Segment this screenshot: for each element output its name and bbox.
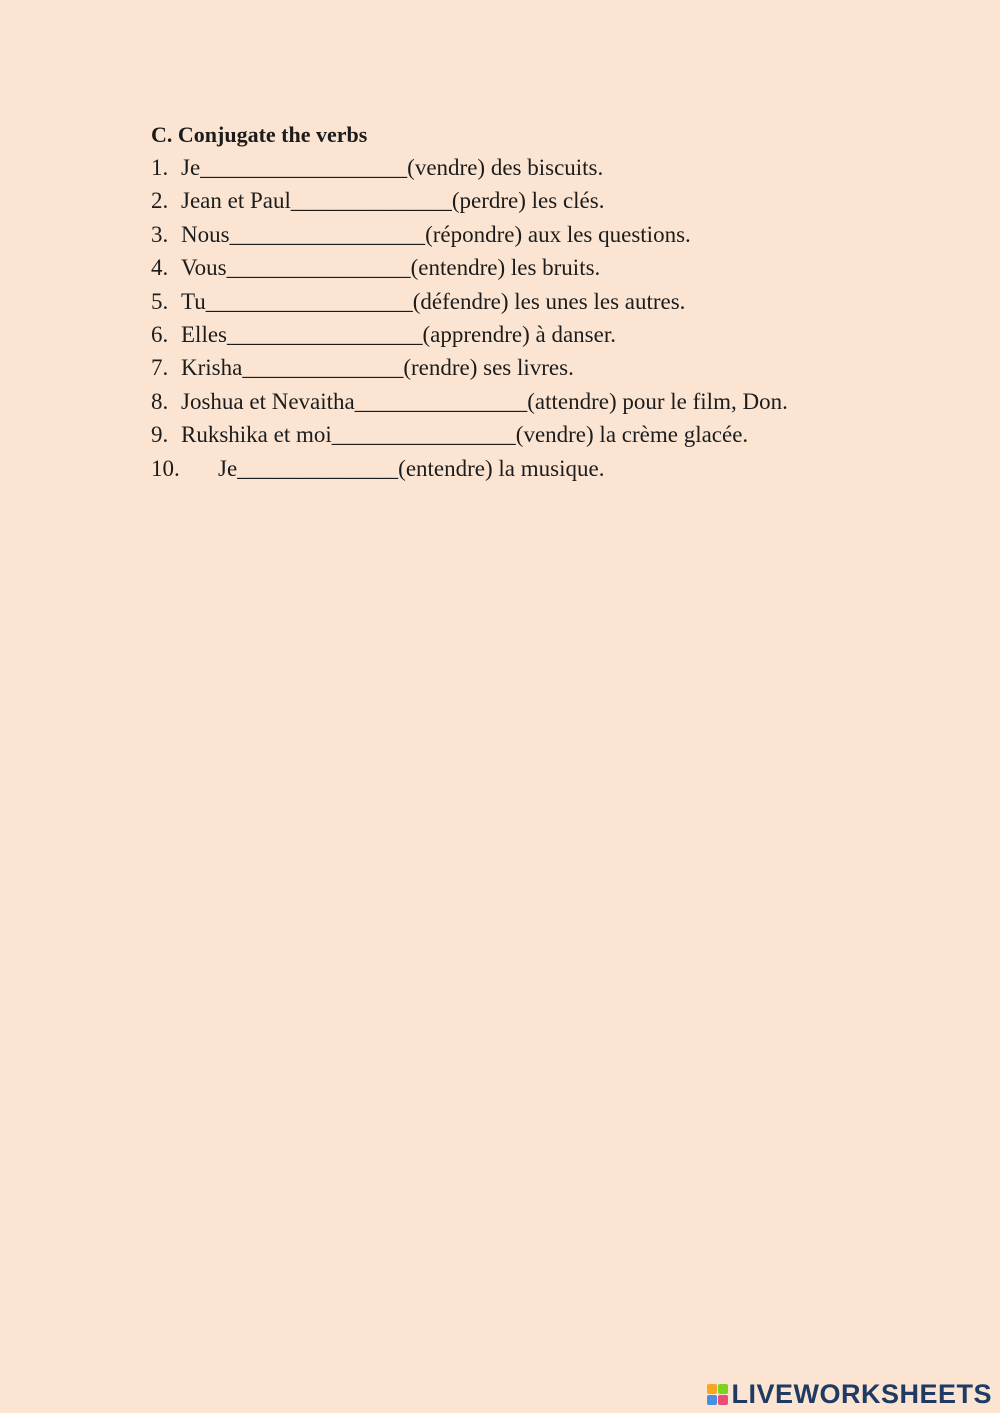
item-number: 2. (151, 188, 169, 214)
answer-blank-9[interactable]: ________________ (331, 422, 516, 448)
exercise-item-7 (151, 351, 931, 384)
item-subject: Vous (181, 255, 227, 281)
item-number: 3. (151, 221, 169, 247)
item-verb-rest: (défendre) les unes les autres. (412, 288, 686, 314)
exercise-item-8 (151, 385, 931, 418)
item-verb-rest: (entendre) les bruits. (410, 255, 601, 281)
item-verb-rest: (vendre) des biscuits. (407, 155, 604, 180)
answer-blank-3[interactable]: _________________ (229, 221, 426, 247)
item-subject: Elles (181, 321, 227, 347)
exercise-item-9 (151, 418, 931, 451)
exercise-item-6 (151, 318, 931, 351)
logo-square-icon (707, 1384, 717, 1394)
answer-blank-4[interactable]: ________________ (226, 255, 411, 281)
item-verb-rest: (répondre) aux les questions. (425, 221, 691, 247)
item-verb-rest: (perdre) les clés. (451, 188, 605, 214)
item-number: 7. (151, 355, 169, 381)
logo-square-icon (718, 1395, 728, 1405)
exercise-item-10 (151, 452, 931, 485)
item-verb-rest: (entendre) la musique. (398, 455, 605, 481)
answer-blank-10[interactable]: ______________ (237, 455, 399, 481)
exercise-list (151, 151, 931, 485)
item-subject: Je (218, 455, 238, 481)
exercise-item-3 (151, 218, 931, 251)
exercise-item-2 (151, 184, 931, 217)
answer-blank-6[interactable]: _________________ (227, 321, 423, 347)
worksheet (151, 118, 931, 485)
item-number: 9. (151, 422, 169, 448)
answer-blank-8[interactable]: _______________ (354, 388, 528, 414)
item-subject: Je (181, 155, 201, 180)
answer-blank-2[interactable]: ______________ (290, 188, 452, 214)
item-subject: Nous (181, 221, 230, 247)
item-number: 1. (151, 155, 169, 180)
liveworksheets-logo (707, 1376, 992, 1412)
item-verb-rest: (attendre) pour le film, Don. (527, 388, 788, 414)
answer-blank-5[interactable]: __________________ (205, 288, 413, 314)
item-number: 8. (151, 388, 169, 414)
item-verb-rest: (vendre) la crème glacée. (515, 422, 749, 448)
item-subject: Joshua et Nevaitha (181, 388, 355, 414)
exercise-item-4 (151, 251, 931, 284)
logo-mark-icon (707, 1384, 728, 1405)
answer-blank-7[interactable]: ______________ (242, 355, 404, 381)
item-subject: Tu (181, 288, 206, 314)
answer-blank-1[interactable]: __________________ (200, 155, 408, 180)
item-number: 4. (151, 255, 169, 281)
item-number: 10. (151, 455, 180, 481)
logo-square-icon (718, 1384, 728, 1394)
item-subject: Jean et Paul (181, 188, 291, 214)
item-verb-rest: (rendre) ses livres. (403, 355, 574, 381)
item-subject: Rukshika et moi (181, 422, 332, 448)
logo-text: LIVEWORKSHEETS (731, 1378, 992, 1409)
item-verb-rest: (apprendre) à danser. (422, 321, 616, 347)
item-number: 5. (151, 288, 169, 314)
item-number: 6. (151, 321, 169, 347)
exercise-item-1 (151, 151, 931, 184)
logo-square-icon (707, 1395, 717, 1405)
item-subject: Krisha (181, 355, 243, 381)
exercise-item-5 (151, 285, 931, 318)
section-title: C. Conjugate the verbs (151, 122, 368, 147)
